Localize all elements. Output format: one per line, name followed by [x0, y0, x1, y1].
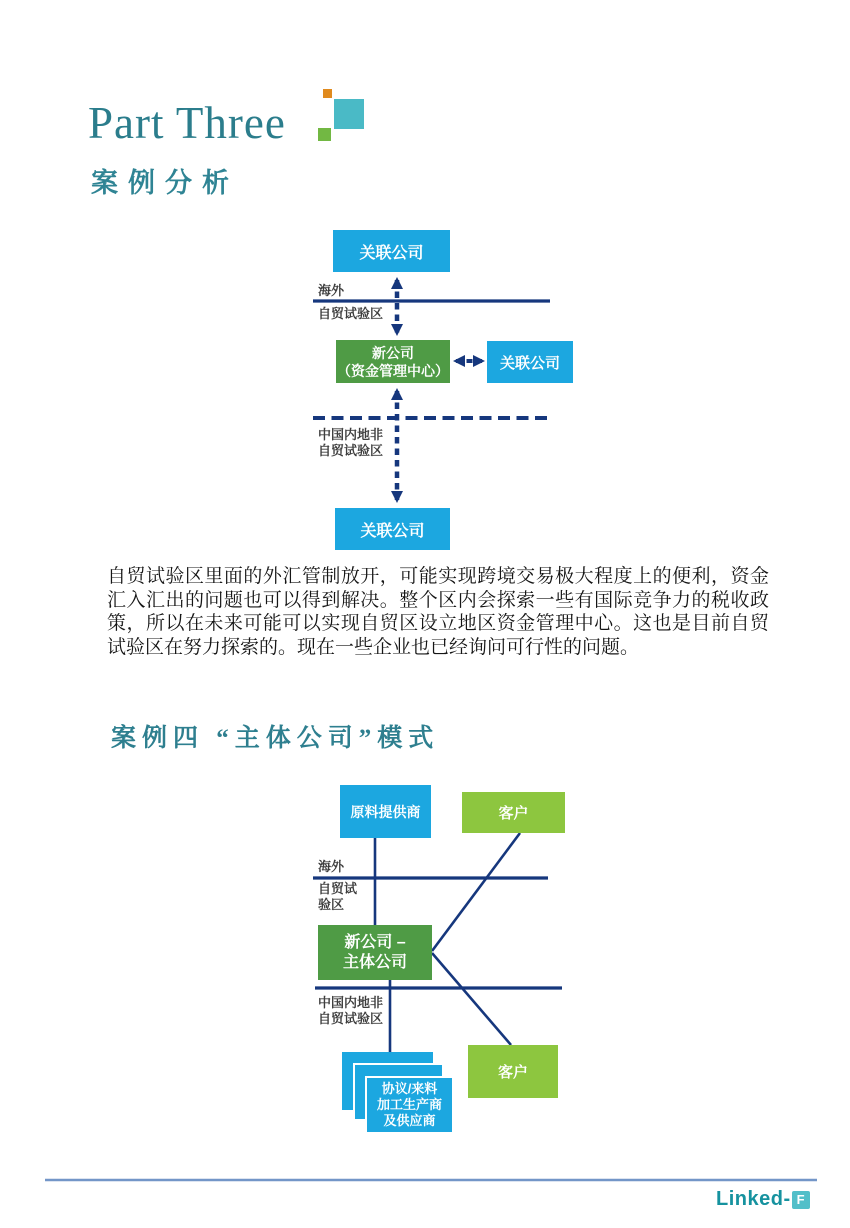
d1-affiliate-company-top-box — [333, 230, 450, 272]
box-label-line2: 主体公司 — [342, 953, 407, 971]
d2-customer-bottom-box — [468, 1045, 558, 1098]
logo-text: Linked- — [716, 1188, 791, 1210]
box-label: 原料提供商 — [350, 803, 421, 820]
d1-mainland-label-line1: 中国内地非 — [318, 427, 384, 442]
d1-new-company-box — [336, 340, 450, 383]
d1-affiliate-company-bottom-box — [335, 508, 450, 550]
box-label-line2: 加工生产商 — [376, 1097, 442, 1112]
case4-section-heading: 案例四 “主体公司”模式 — [111, 725, 440, 752]
box-label: 关联公司 — [359, 244, 424, 262]
box-label-line3: 及供应商 — [383, 1113, 436, 1128]
d2-mainland-label — [318, 995, 383, 1027]
box-label-line1: 协议/来料 — [381, 1081, 438, 1096]
box-label: 关联公司 — [499, 354, 560, 372]
d2-overseas-label: 海外 — [318, 859, 345, 874]
d1-mainland-label — [318, 427, 383, 459]
d1-ftz-label: 自贸试验区 — [318, 306, 384, 321]
decor-square-teal-icon — [334, 99, 364, 129]
d1-affiliate-company-right-box — [487, 341, 573, 383]
d2-line-main-to-customer-bottom — [432, 953, 511, 1045]
page-subtitle: 案例分析 — [91, 168, 239, 198]
d2-mainland-label-line1: 中国内地非 — [318, 995, 384, 1010]
logo-f-square-icon: F — [792, 1191, 810, 1209]
d2-mainland-label-line2: 自贸试验区 — [318, 1011, 384, 1026]
box-label: 客户 — [497, 1064, 528, 1081]
box-label-line2: （资金管理中心） — [337, 362, 449, 379]
d1-mainland-label-line2: 自贸试验区 — [318, 443, 384, 458]
case3-analysis-paragraph: 自贸试验区里面的外汇管制放开，可能实现跨境交易极大程度上的便利，资金汇入汇出的问题也可以得到解决。整个区内会探索一些有国际竞争力的税收政策，所以在未来可能可以实现自贸区设立地区资金管理中心。这也是目前自贸试验区在努力探索的。现在一些企业也已经询问可行性的问题。 — [107, 566, 769, 658]
box-label-line1: 新公司 – — [344, 933, 406, 951]
decor-square-orange-icon — [323, 89, 332, 98]
d2-customer-top-box — [462, 792, 565, 833]
d1-overseas-label: 海外 — [318, 283, 345, 298]
box-label-line1: 新公司 — [372, 344, 414, 361]
d2-ftz-label — [318, 881, 357, 913]
d2-raw-material-supplier-box — [340, 785, 431, 838]
d2-new-main-company-box — [318, 925, 432, 980]
d2-ftz-label-line1: 自贸试 — [318, 881, 358, 896]
page-title: Part Three — [88, 98, 286, 148]
box-label: 客户 — [498, 805, 529, 822]
decor-square-green-icon — [318, 128, 331, 141]
d2-processor-supplier-box — [365, 1076, 454, 1134]
box-label: 关联公司 — [360, 522, 425, 540]
linked-f-logo — [716, 1188, 810, 1211]
d2-ftz-label-line2: 验区 — [318, 897, 345, 912]
d2-line-customer-top-to-main — [432, 833, 520, 951]
